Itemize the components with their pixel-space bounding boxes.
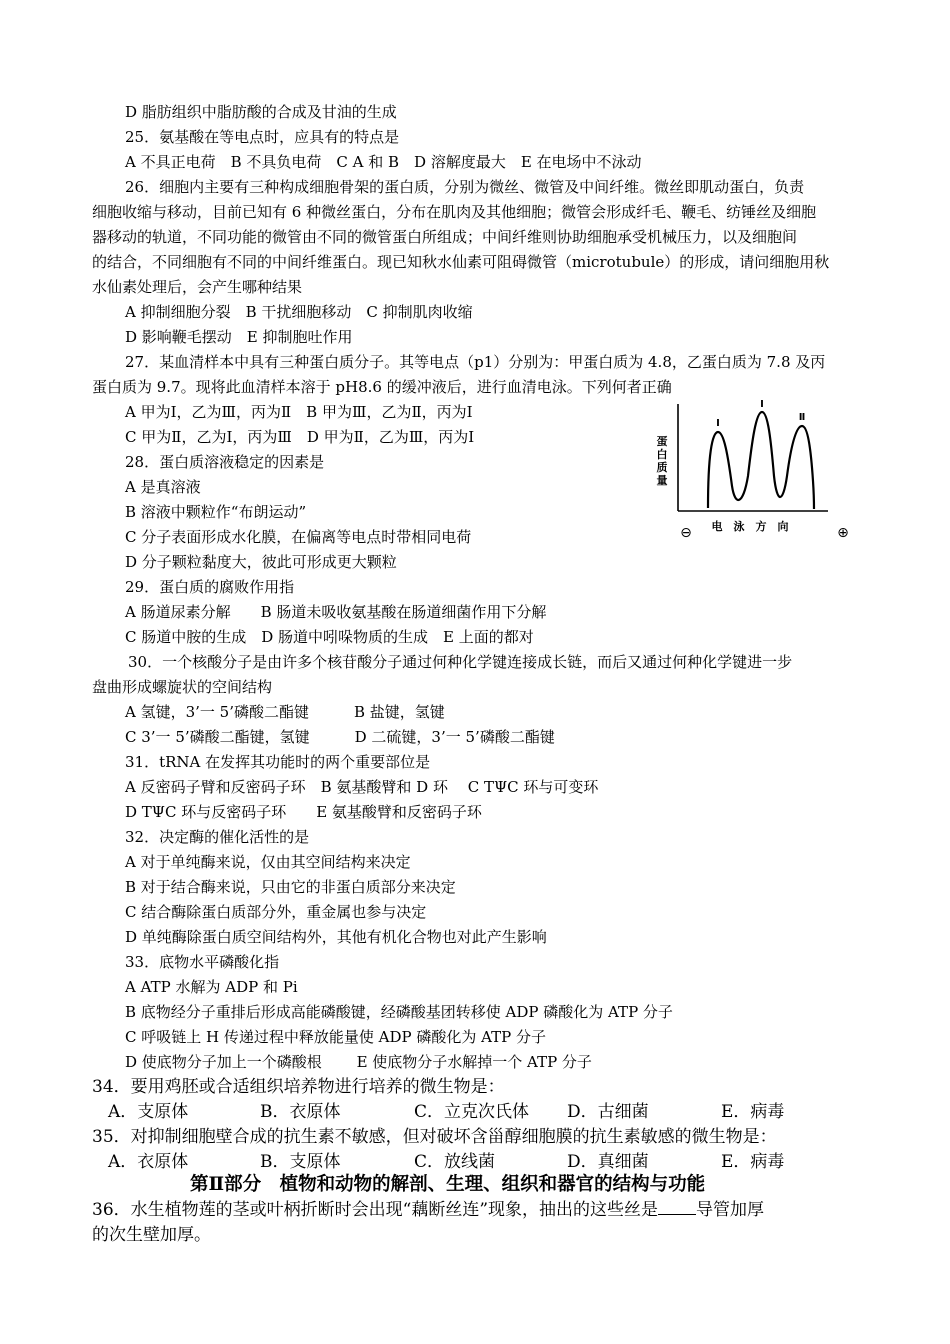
- q26-options-de: D 影响鞭毛摆动 E 抑制胞吐作用: [125, 328, 353, 346]
- q30-options-ab: A 氢键，3’一 5’磷酸二酯键 B 盐键，氢键: [125, 703, 445, 721]
- q32-option-d: D 单纯酶除蛋白质空间结构外，其他有机化合物也对此产生影响: [125, 928, 547, 946]
- q31-options-abc: A 反密码子臂和反密码子环 B 氨基酸臂和 D 环 C TΨC 环与可变环: [125, 778, 599, 796]
- q25-options: A 不具正电荷 B 不具负电荷 C A 和 B D 溶解度最大 E 在电场中不泳动: [125, 153, 642, 171]
- q27-stem-line1: 27．某血清样本中具有三种蛋白质分子。其等电点（p1）分别为：甲蛋白质为 4.8，乙蛋白质为 7.8 及丙: [125, 353, 826, 371]
- q28-option-a: A 是真溶液: [125, 478, 201, 496]
- q33-option-b: B 底物经分子重排后形成高能磷酸键，经磷酸基团转移使 ADP 磷酸化为 ATP 分子: [125, 1003, 673, 1021]
- q34-option: A．支原体: [108, 1102, 189, 1122]
- figure-y-label-char: 质: [656, 461, 668, 474]
- q34-option: C．立克次氏体: [414, 1102, 530, 1122]
- q26-stem-line1: 26．细胞内主要有三种构成细胞骨架的蛋白质，分别为微丝、微管及中间纤维。微丝即肌动蛋白，负责: [125, 178, 805, 196]
- q36-text-before-blank: 36．水生植物莲的茎或叶柄折断时会出现“藕断丝连”现象，抽出的这些丝是: [92, 1200, 659, 1220]
- q35-option: D．真细菌: [567, 1152, 649, 1172]
- q33-options-de: D 使底物分子加上一个磷酸根 E 使底物分子水解掉一个 ATP 分子: [125, 1053, 592, 1071]
- figure-y-label-char: 蛋: [656, 435, 668, 448]
- q31-stem: 31．tRNA 在发挥其功能时的两个重要部位是: [125, 753, 431, 771]
- section-heading: 第Ⅱ部分 植物和动物的解剖、生理、组织和器官的结构与功能: [190, 1174, 706, 1195]
- q32-option-c: C 结合酶除蛋白质部分外，重金属也参与决定: [125, 903, 427, 921]
- q30-options-cd: C 3’一 5’磷酸二酯键，氢键 D 二硫键，3’一 5’磷酸二酯键: [125, 728, 555, 746]
- q34-option: D．古细菌: [567, 1102, 649, 1122]
- q34-stem: 34．要用鸡胚或合适组织培养物进行培养的微生物是：: [92, 1077, 505, 1097]
- q28-option-d: D 分子颗粒黏度大，彼此可形成更大颗粒: [125, 553, 397, 571]
- q27-options-ab: A 甲为Ⅰ，乙为Ⅲ，丙为Ⅱ B 甲为Ⅲ，乙为Ⅱ，丙为Ⅰ: [125, 403, 473, 421]
- q36-stem-line2: 的次生壁加厚。: [92, 1225, 211, 1245]
- plus-electrode-icon: ⊕: [837, 525, 849, 541]
- q32-option-b: B 对于结合酶来说，只由它的非蛋白质部分来决定: [125, 878, 456, 896]
- q29-options-ab: A 肠道尿素分解 B 肠道未吸收氨基酸在肠道细菌作用下分解: [125, 603, 547, 621]
- figure-x-label: 电 泳 方 向: [711, 520, 789, 533]
- figure-y-label-char: 白: [656, 448, 668, 461]
- q33-option-a: A ATP 水解为 ADP 和 Pi: [125, 978, 298, 996]
- peak-label: Ⅱ: [798, 412, 806, 423]
- q35-stem: 35．对抑制细胞壁合成的抗生素不敏感，但对破坏含甾醇细胞膜的抗生素敏感的微生物是：: [92, 1127, 777, 1147]
- q35-option: C．放线菌: [414, 1152, 496, 1172]
- q34-option: E．病毒: [721, 1102, 785, 1122]
- figure-y-label-char: 量: [656, 474, 668, 487]
- q29-options-cde: C 肠道中胺的生成 D 肠道中吲哚物质的生成 E 上面的都对: [125, 628, 534, 646]
- electrophoresis-curve: [708, 412, 814, 509]
- q26-stem-line3: 器移动的轨道，不同功能的微管由不同的微管蛋白所组成；中间纤维则协助细胞承受机械压力，以及细胞间: [92, 228, 798, 246]
- q26-options-abc: A 抑制细胞分裂 B 干扰细胞移动 C 抑制肌肉收缩: [125, 303, 473, 321]
- q31-options-de: D TΨC 环与反密码子环 E 氨基酸臂和反密码子环: [125, 803, 482, 821]
- minus-electrode-icon: ⊖: [680, 525, 692, 541]
- q27-options-cd: C 甲为Ⅱ，乙为Ⅰ，丙为Ⅲ D 甲为Ⅱ，乙为Ⅲ，丙为Ⅰ: [125, 428, 475, 446]
- q26-stem-line2: 细胞收缩与移动，目前已知有 6 种微丝蛋白，分布在肌肉及其他细胞；微管会形成纤毛、鞭毛、纺锤丝及细胞: [92, 203, 817, 221]
- q33-option-c: C 呼吸链上 H 传递过程中释放能量使 ADP 磷酸化为 ATP 分子: [125, 1028, 546, 1046]
- q28-option-b: B 溶液中颗粒作“布朗运动”: [125, 503, 307, 521]
- q35-option: E．病毒: [721, 1152, 785, 1172]
- answer-blank: [658, 1198, 696, 1215]
- peak-label: Ⅰ: [760, 399, 764, 410]
- q33-stem: 33．底物水平磷酸化指: [125, 953, 280, 971]
- q30-stem-line2: 盘曲形成螺旋状的空间结构: [92, 678, 273, 696]
- q27-stem-line2: 蛋白质为 9.7。现将此血清样本溶于 pH8.6 的缓冲液后，进行血清电泳。下列何者正确: [92, 378, 672, 396]
- q36-stem-line1: [92, 1198, 764, 1222]
- q34-option: B．衣原体: [260, 1102, 341, 1122]
- q35-option: B．支原体: [260, 1152, 341, 1172]
- q24-option-d: D 脂肪组织中脂肪酸的合成及甘油的生成: [125, 103, 397, 121]
- peak-label: Ⅰ: [716, 418, 720, 429]
- q30-stem-line1: 30．一个核酸分子是由许多个核苷酸分子通过何种化学键连接成长链，而后又通过何种化学键进一步: [128, 653, 793, 671]
- q25-stem: 25．氨基酸在等电点时，应具有的特点是: [125, 128, 400, 146]
- q36-text-after-blank: 导管加厚: [696, 1200, 765, 1220]
- q32-stem: 32．决定酶的催化活性的是: [125, 828, 310, 846]
- q28-option-c: C 分子表面形成水化膜，在偏离等电点时带相同电荷: [125, 528, 472, 546]
- q28-stem: 28．蛋白质溶液稳定的因素是: [125, 453, 325, 471]
- q26-stem-line5: 水仙素处理后，会产生哪种结果: [92, 278, 303, 296]
- q26-stem-line4: 的结合，不同细胞有不同的中间纤维蛋白。现已知秋水仙素可阻碍微管（microtubule）的形成，请问细胞用秋: [92, 253, 830, 271]
- q32-option-a: A 对于单纯酶来说，仅由其空间结构来决定: [125, 853, 411, 871]
- electrophoresis-figure: [640, 396, 865, 546]
- q35-option: A．衣原体: [108, 1152, 189, 1172]
- q29-stem: 29．蛋白质的腐败作用指: [125, 578, 295, 596]
